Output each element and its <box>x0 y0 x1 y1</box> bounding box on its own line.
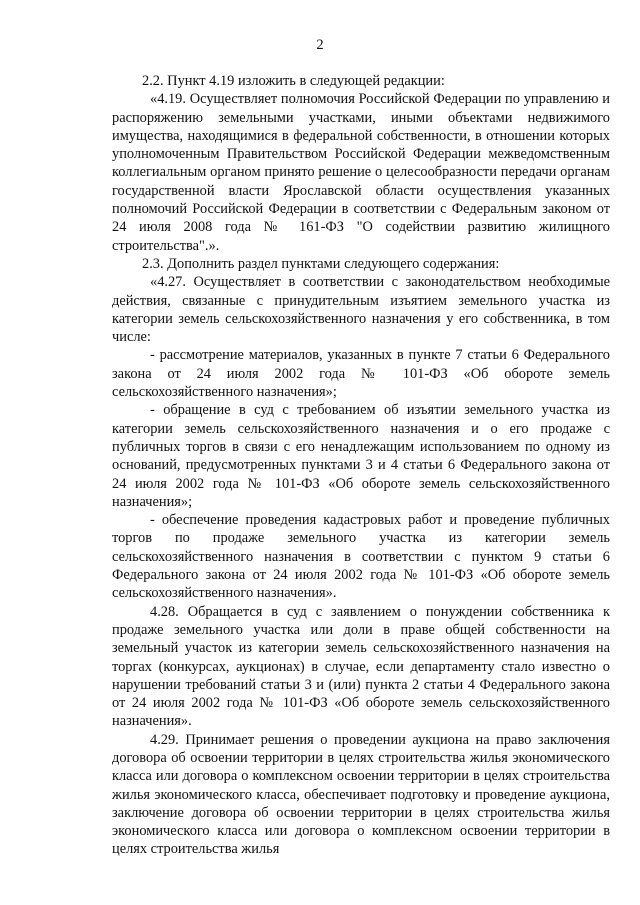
paragraph-4-29: 4.29. Принимает решения о проведении аукциона на право заключения договора об освоении территории в целях строительства жилья экономического класса или договора о комплексном освоении территории в целях строительства жилья экономического класса, обеспечивает подготовку и проведение аукциона, заключение договора об освоении территории в целях строительства жилья экономического класса или договора о комплексном освоении территории в целях строительства жилья <box>112 731 610 858</box>
page-number: 2 <box>316 37 324 53</box>
paragraph-4-28: 4.28. Обращается в суд с заявлением о понуждении собственника к продаже земельного участка или доли в праве общей собственности на земельный участок из категории земель сельскохозяйственного назначения на торгах (конкурсах, аукционах) в случае, если департаменту стало известно о нарушении требований статьи 3 и (или) пункта 2 статьи 4 Федерального закона от 24 июля 2002 года № 101-ФЗ «Об обороте земель сельскохозяйственного назначения». <box>112 603 610 730</box>
paragraph-2-3: 2.3. Дополнить раздел пунктами следующего содержания: <box>142 255 500 272</box>
paragraph-2-2: 2.2. Пункт 4.19 изложить в следующей редакции: <box>142 73 445 89</box>
paragraph-4-27: «4.27. Осуществляет в соответствии с законодательством необходимые действия, связанные с принудительным изъятием земельного участка из категории земель сельскохозяйственного назначения у его собственника, в том числе: <box>112 274 610 346</box>
list-item-court-appeal: - обращение в суд с требованием об изъятии земельного участка из категории земель сельскохозяйственного назначения и о его продаже с публичных торгов в связи с его ненадлежащим использованием по одному из оснований, предусмотренных пунктами 3 и 4 статьи 6 Федерального закона от 24 июля 2002 года № 101-ФЗ «Об обороте земель сельскохозяйственного назначения»; <box>112 402 610 510</box>
paragraph-4-19: «4.19. Осуществляет полномочия Российской Федерации по управлению и распоряжению земельными участками, иными объектами недвижимого имущества, находящимися в федеральной собственности, в отношении которых уполномоченным Правительством Российской Федерации межведомственным коллегиальным органом принято решение о целесообразности передачи органам государственной власти Ярославской области осуществления указанных полномочий Российской Федерации в соответствии с Федеральным законом от 24 июля 2008 года № 161-ФЗ "О содействии развитию жилищного строительства".». <box>112 91 610 254</box>
document-body <box>112 72 610 859</box>
list-item-review-materials: - рассмотрение материалов, указанных в пункте 7 статьи 6 Федерального закона от 24 июля 2002 года № 101-ФЗ «Об обороте земель сельскохозяйственного назначения»; <box>112 347 610 401</box>
list-item-cadastral-works: - обеспечение проведения кадастровых работ и проведение публичных торгов по продаже земельного участка из категории земель сельскохозяйственного назначения в соответствии с пунктом 9 статьи 6 Федерального закона от 24 июля 2002 года № 101-ФЗ «Об обороте земель сельскохозяйственного назначения». <box>112 512 610 602</box>
